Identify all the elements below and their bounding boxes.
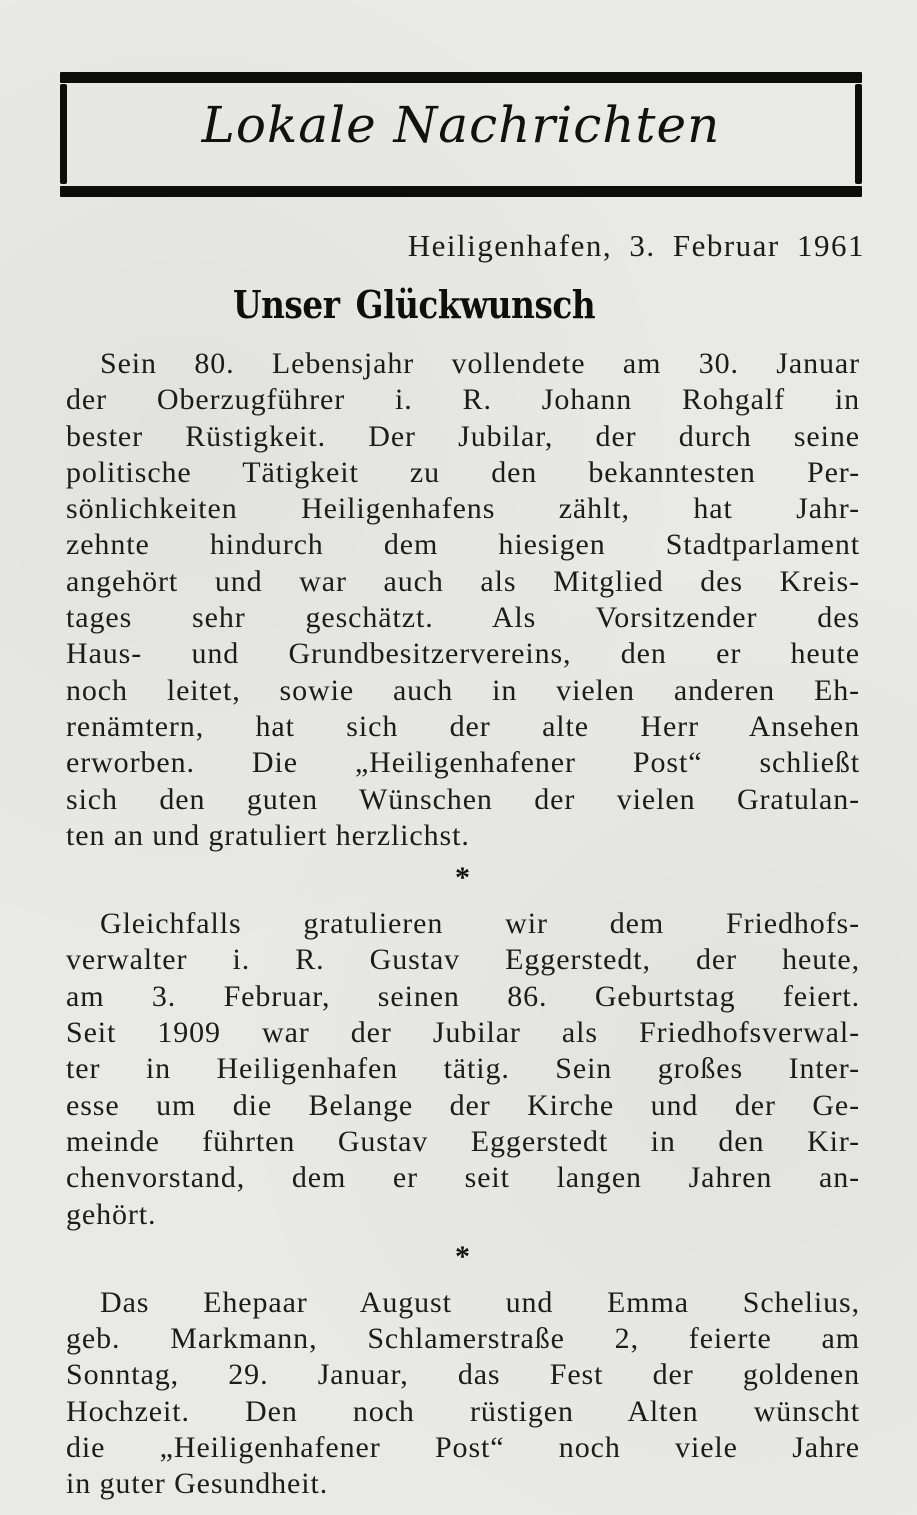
- text-line: gehört.: [66, 1197, 157, 1231]
- masthead-bottom-rule: [60, 186, 862, 197]
- text-line: chenvorstand, dem er seit langen Jahren an-: [66, 1161, 860, 1195]
- text-line: ter in Heiligenhafen tätig. Sein großes Inter-: [66, 1052, 860, 1086]
- text-line: sönlichkeiten Heiligenhafens zählt, hat Jahr-: [66, 492, 860, 526]
- text-line: verwalter i. R. Gustav Eggerstedt, der heute,: [66, 943, 860, 977]
- text-line: Das Ehepaar August und Emma Schelius,: [100, 1285, 860, 1319]
- text-line: zehnte hindurch dem hiesigen Stadtparlament: [66, 528, 860, 562]
- masthead-right-bar: [855, 84, 862, 184]
- text-line: esse um die Belange der Kirche und der Ge-: [66, 1088, 860, 1122]
- text-line: Gleichfalls gratulieren wir dem Friedhofs-: [100, 907, 860, 941]
- section-title: Lokale Nachrichten: [201, 96, 721, 154]
- article-schelius: [66, 1285, 860, 1503]
- text-line: erworben. Die „Heiligenhafener Post“ schließt: [66, 746, 860, 780]
- text-line: geb. Markmann, Schlamerstraße 2, feierte am: [66, 1322, 860, 1356]
- text-line: Sein 80. Lebensjahr vollendete am 30. Januar: [100, 347, 860, 380]
- text-line: Hochzeit. Den noch rüstigen Alten wünscht: [66, 1394, 860, 1428]
- dateline: Heiligenhafen, 3. Februar 1961: [407, 228, 865, 263]
- text-line: Haus- und Grundbesitzervereins, den er heute: [66, 637, 860, 671]
- masthead-top-rule: [60, 72, 862, 83]
- text-line: noch leitet, sowie auch in vielen anderen Eh-: [66, 673, 860, 707]
- text-line: Sonntag, 29. Januar, das Fest der goldenen: [66, 1358, 860, 1392]
- article-headline: Unser Glückwunsch: [233, 282, 596, 327]
- text-line: renämtern, hat sich der alte Herr Ansehen: [66, 709, 860, 743]
- article-rohgalf: [66, 346, 860, 854]
- text-line: der Oberzugführer i. R. Johann Rohgalf in: [66, 383, 860, 417]
- text-line: angehört und war auch als Mitglied des Kreis-: [66, 564, 860, 598]
- text-line: in guter Gesundheit.: [66, 1467, 329, 1501]
- text-line: am 3. Februar, seinen 86. Geburtstag feiert.: [66, 979, 860, 1013]
- masthead-frame: [60, 72, 862, 198]
- text-line: sich den guten Wünschen der vielen Gratulan-: [66, 782, 860, 816]
- text-line: meinde führten Gustav Eggerstedt in den Kir-: [66, 1124, 860, 1158]
- text-line: ten an und gratuliert herzlichst.: [66, 818, 470, 852]
- text-line: Seit 1909 war der Jubilar als Friedhofsverwal-: [66, 1016, 860, 1050]
- asterisk-separator: *: [455, 1239, 471, 1273]
- text-line: politische Tätigkeit zu den bekanntesten Per-: [66, 455, 860, 489]
- text-line: bester Rüstigkeit. Der Jubilar, der durch seine: [66, 419, 860, 453]
- article-eggerstedt: [66, 906, 860, 1233]
- text-line: tages sehr geschätzt. Als Vorsitzender des: [66, 601, 860, 635]
- text-line: die „Heiligenhafener Post“ noch viele Jahre: [66, 1431, 860, 1465]
- asterisk-separator: *: [455, 861, 471, 895]
- article-column: [66, 346, 860, 1503]
